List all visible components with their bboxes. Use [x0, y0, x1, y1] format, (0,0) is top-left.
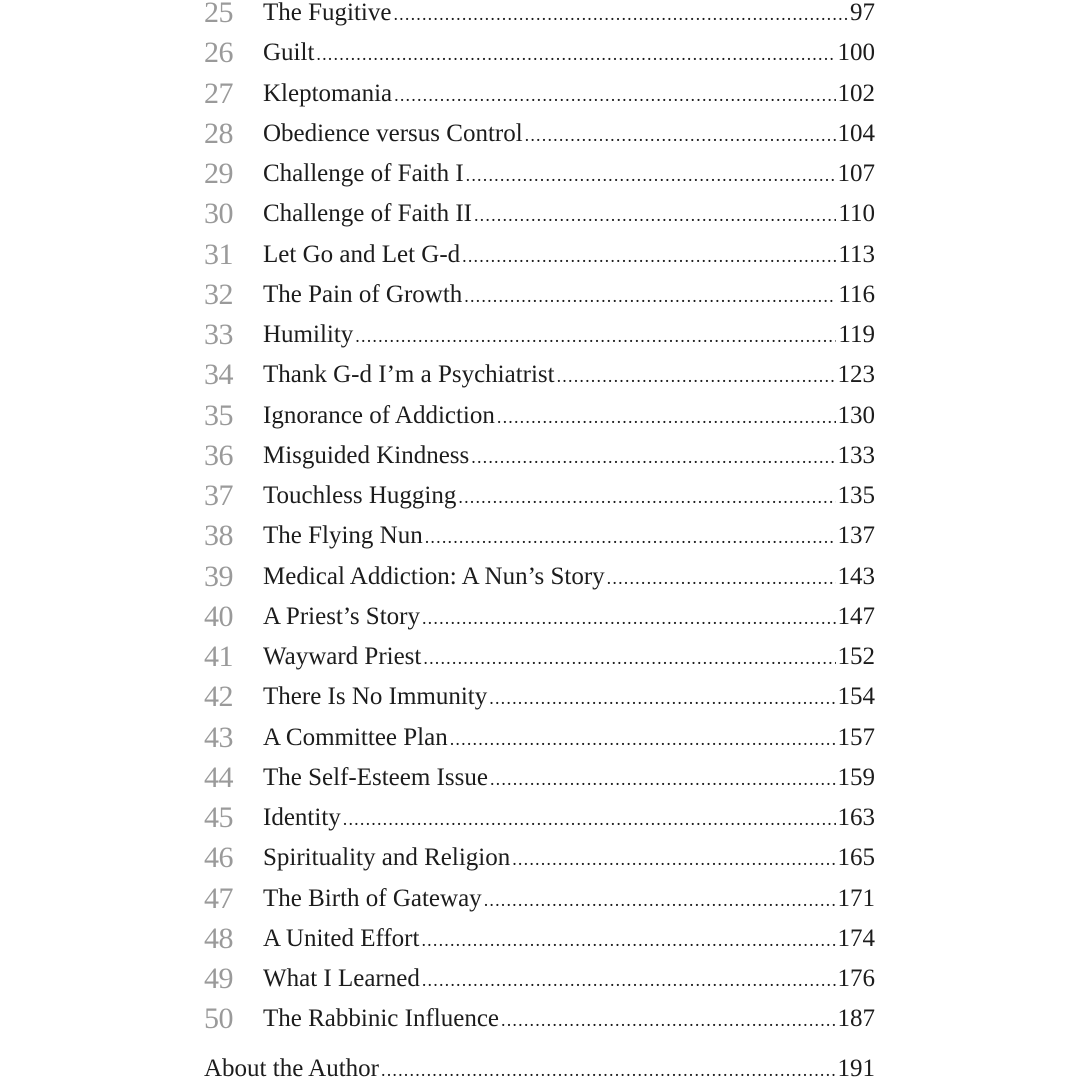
page-number: 147 — [837, 602, 875, 630]
dot-leader — [422, 598, 836, 638]
chapter-title: Kleptomania — [263, 79, 393, 107]
chapter-title: Challenge of Faith II — [263, 200, 472, 228]
chapter-number: 50 — [204, 1002, 233, 1036]
toc-row — [0, 0, 1080, 33]
toc-row — [0, 315, 1080, 355]
chapter-title: Thank G-d I’m a Psychiatrist — [263, 361, 555, 389]
dot-leader — [425, 517, 836, 557]
toc-row — [0, 919, 1080, 959]
dot-leader — [525, 115, 836, 155]
chapter-number: 45 — [204, 801, 233, 834]
page-number: 157 — [837, 723, 875, 751]
toc-entry — [263, 557, 875, 597]
page-number: 174 — [837, 924, 875, 952]
toc-entry — [263, 798, 875, 838]
page-number: 102 — [837, 79, 875, 107]
dot-leader — [512, 839, 835, 879]
chapter-title: Guilt — [263, 39, 315, 67]
chapter-title: Misguided Kindness — [263, 441, 470, 469]
dot-leader — [484, 880, 836, 920]
dot-leader — [422, 960, 836, 1000]
toc-entry — [263, 194, 875, 234]
toc-row — [0, 758, 1080, 798]
chapter-number: 26 — [204, 36, 233, 70]
toc-row — [0, 436, 1080, 476]
chapter-title: A United Effort — [263, 924, 420, 952]
chapter-number: 37 — [204, 479, 233, 512]
page-number: 116 — [838, 280, 875, 308]
dot-leader — [466, 155, 836, 195]
page-number: 154 — [837, 683, 875, 711]
page-number: 143 — [837, 562, 875, 590]
toc-row — [0, 959, 1080, 999]
page-number: 163 — [837, 804, 875, 831]
toc-entry — [263, 315, 875, 355]
toc-row — [0, 235, 1080, 275]
toc-entry — [263, 74, 875, 114]
dot-leader — [490, 759, 836, 799]
chapter-number: 46 — [204, 841, 233, 875]
toc-row — [0, 677, 1080, 717]
chapter-title: Challenge of Faith I — [263, 160, 464, 187]
toc-entry — [263, 838, 875, 878]
page-number: 104 — [837, 119, 875, 147]
chapter-title: Identity — [263, 804, 341, 831]
chapter-title: Let Go and Let G-d — [263, 240, 461, 268]
chapter-title: The Self-Esteem Issue — [263, 763, 488, 791]
chapter-number: 31 — [204, 237, 233, 271]
page-number: 130 — [837, 401, 875, 429]
dot-leader — [607, 558, 836, 598]
page-number: 171 — [837, 884, 875, 912]
chapter-number: 44 — [204, 760, 233, 794]
dot-leader — [343, 799, 836, 839]
toc-row — [0, 275, 1080, 315]
toc-row — [0, 798, 1080, 838]
dot-leader — [423, 638, 835, 678]
chapter-title: The Pain of Growth — [263, 280, 463, 308]
page-number: 135 — [837, 482, 875, 509]
chapter-title: The Fugitive — [263, 0, 392, 26]
toc-row — [0, 114, 1080, 154]
toc-entry — [263, 476, 875, 516]
chapter-number: 25 — [204, 0, 233, 29]
page-number: 137 — [837, 522, 875, 550]
toc-entry — [263, 597, 875, 637]
toc-entry — [263, 33, 875, 73]
toc-row — [0, 597, 1080, 637]
page-number: 100 — [837, 39, 875, 67]
toc-entry — [263, 637, 875, 677]
toc-entry — [263, 275, 875, 315]
dot-leader — [501, 1000, 835, 1040]
page-number: 119 — [838, 321, 875, 348]
dot-leader — [421, 920, 835, 960]
page-number: 97 — [850, 0, 875, 26]
chapter-title: Wayward Priest — [263, 643, 422, 670]
toc-row — [0, 879, 1080, 919]
dot-leader — [474, 195, 836, 235]
chapter-title: Humility — [263, 321, 354, 348]
page-number: 133 — [837, 441, 875, 469]
toc-entry-about-author — [204, 1049, 875, 1089]
chapter-number: 30 — [204, 197, 233, 231]
page-number: 123 — [837, 361, 875, 389]
chapter-number: 42 — [204, 680, 233, 714]
toc-row — [0, 718, 1080, 758]
toc-entry — [263, 677, 875, 717]
chapter-number: 29 — [204, 157, 233, 190]
dot-leader — [393, 0, 848, 34]
toc-row — [0, 999, 1080, 1039]
chapter-title: Medical Addiction: A Nun’s Story — [263, 562, 605, 590]
toc-row — [0, 355, 1080, 395]
chapter-number: 43 — [204, 720, 233, 754]
chapter-number: 34 — [204, 358, 233, 392]
dot-leader — [394, 75, 835, 115]
page-number: 107 — [837, 160, 875, 187]
toc-row — [0, 74, 1080, 114]
toc-entry — [263, 516, 875, 556]
chapter-number: 33 — [204, 318, 233, 351]
chapter-title: A Priest’s Story — [263, 602, 420, 630]
chapter-number: 35 — [204, 398, 233, 432]
dot-leader — [557, 356, 836, 396]
chapter-title: Ignorance of Addiction — [263, 401, 495, 429]
dot-leader — [316, 34, 835, 74]
chapter-title: What I Learned — [263, 965, 420, 992]
page-number: 187 — [837, 1005, 875, 1033]
page-number: 191 — [837, 1055, 875, 1082]
toc-entry — [263, 355, 875, 395]
toc-entry — [263, 396, 875, 436]
toc-row — [0, 557, 1080, 597]
chapter-number: 39 — [204, 559, 233, 593]
toc-row — [0, 33, 1080, 73]
toc-entry — [263, 999, 875, 1039]
chapter-number: 38 — [204, 519, 233, 553]
chapter-title: A Committee Plan — [263, 723, 448, 751]
chapter-title: Obedience versus Control — [263, 119, 523, 147]
toc-entry — [263, 959, 875, 999]
page-number: 113 — [838, 240, 875, 268]
chapter-title: There Is No Immunity — [263, 683, 488, 711]
page-number: 176 — [837, 965, 875, 992]
toc-row — [0, 396, 1080, 436]
toc-entry — [263, 0, 875, 33]
toc-row — [0, 637, 1080, 677]
chapter-number: 49 — [204, 962, 233, 995]
dot-leader — [471, 437, 835, 477]
chapter-number: 32 — [204, 277, 233, 311]
chapter-number: 27 — [204, 76, 233, 110]
toc-entry — [263, 919, 875, 959]
page-number: 165 — [837, 844, 875, 872]
toc-entry — [263, 154, 875, 194]
page-number: 152 — [837, 643, 875, 670]
chapter-number: 47 — [204, 881, 233, 915]
toc-row — [0, 476, 1080, 516]
chapter-number: 48 — [204, 921, 233, 955]
toc-entry — [263, 114, 875, 154]
page-number: 159 — [837, 763, 875, 791]
chapter-title: The Birth of Gateway — [263, 884, 482, 912]
about-author-title: About the Author — [204, 1055, 379, 1082]
chapter-number: 41 — [204, 640, 233, 673]
toc-row — [0, 194, 1080, 234]
dot-leader — [381, 1050, 836, 1090]
toc-entry — [263, 235, 875, 275]
page-number: 110 — [838, 200, 875, 228]
chapter-title: Touchless Hugging — [263, 482, 457, 509]
chapter-number: 28 — [204, 116, 233, 150]
toc-entry — [263, 758, 875, 798]
dot-leader — [489, 678, 835, 718]
toc-entry — [263, 718, 875, 758]
chapter-number: 40 — [204, 599, 233, 633]
chapter-title: Spirituality and Religion — [263, 844, 511, 872]
toc-entry — [263, 879, 875, 919]
dot-leader — [497, 397, 836, 437]
toc-row — [0, 838, 1080, 878]
toc-row — [0, 516, 1080, 556]
dot-leader — [462, 236, 836, 276]
chapter-title: The Flying Nun — [263, 522, 423, 550]
chapter-title: The Rabbinic Influence — [263, 1005, 500, 1033]
dot-leader — [450, 719, 836, 759]
toc-entry — [263, 436, 875, 476]
toc-row — [0, 154, 1080, 194]
dot-leader — [355, 316, 836, 356]
chapter-number: 36 — [204, 438, 233, 472]
dot-leader — [464, 276, 836, 316]
dot-leader — [458, 477, 835, 517]
